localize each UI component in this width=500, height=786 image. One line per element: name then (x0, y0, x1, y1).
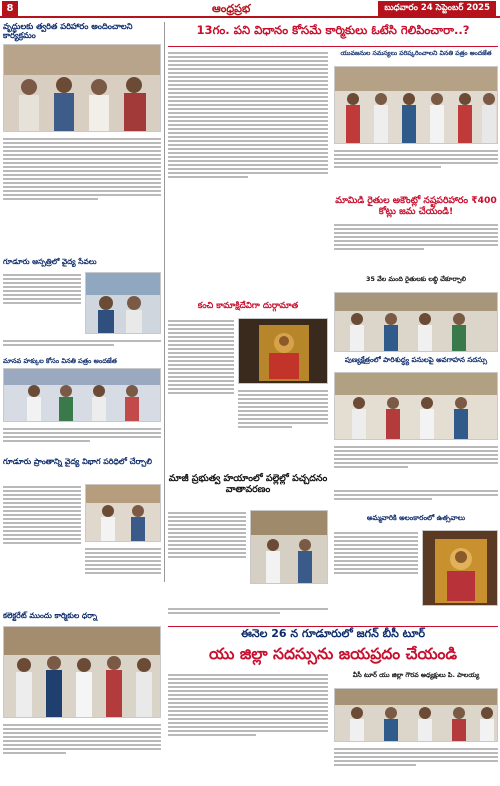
article-headline: యువజనుల సమస్యలు పరిష్కరించాలని వినతి పత్రం అందజేత (340, 50, 492, 57)
article-headline: వృద్ధులకు త్వరిత పరిహారం అందించాలని కార్యక్రమం (3, 21, 133, 41)
article-photo (3, 44, 161, 132)
article-headline: కంచి కామాక్షిదేవిగా దుర్గామాత (197, 301, 299, 311)
article-body (238, 388, 328, 468)
article-photo (334, 292, 498, 352)
article-photo (334, 66, 498, 144)
article-body (168, 318, 234, 468)
lead-headline: యు జిల్లా సదస్సును జయప్రదం చేయండి (209, 645, 457, 663)
article-body (334, 488, 498, 512)
article-body (3, 484, 81, 608)
article-photo (3, 626, 161, 718)
article-photo (422, 530, 498, 606)
article-headline: మామిడి రైతుల అకౌంట్లో నష్టపరిహారం ₹400 కోట్లు జమ చేయండి! (335, 195, 497, 217)
article-headline: గూడూరు ఆస్పత్రిలో వైద్య సేవలు (3, 257, 97, 266)
article-photo (334, 688, 498, 742)
newspaper-title: ఆంధ్రప్రభ (212, 2, 251, 15)
article-photo (250, 510, 328, 584)
article-photo (334, 372, 498, 440)
article-headline: కలెక్టరేట్ ముందు కార్మికుల ధర్నా (3, 611, 98, 620)
article-headline: పుణ్యక్షేత్రంలో పారిశుద్ధ్య పనులపై అవగాహన సదస్సు (344, 356, 488, 364)
article-body (3, 272, 81, 336)
lead-headline: 13గం. పని విధానం కోసమే కార్మికులు ఓటేసి గెలిపించారా..? (196, 23, 470, 37)
issue-date: బుధవారం 24 సెప్టెంబర్ 2025 (378, 1, 496, 16)
article-body (168, 50, 328, 296)
article-body (334, 148, 498, 182)
article-photo (85, 484, 161, 542)
page-number: 8 (2, 1, 18, 16)
article-headline: మానవ హక్కుల కోసం వినతి పత్రం అందజేత (3, 357, 117, 365)
article-body (3, 136, 161, 254)
headline-rule (168, 46, 498, 47)
article-photo (3, 368, 161, 422)
article-body (168, 510, 246, 604)
article-body (85, 546, 161, 608)
article-body (334, 530, 418, 622)
article-body (334, 222, 498, 274)
article-body (168, 606, 328, 622)
article-photo (238, 318, 328, 384)
article-body (334, 444, 498, 484)
left-column (3, 22, 161, 782)
article-photo (85, 272, 161, 334)
article-body (3, 722, 161, 778)
article-body (3, 426, 161, 454)
article-headline: గూడూరు ప్రాంతాన్ని వైద్య విభాగ పరిధిలో చేర్చాలి (3, 457, 152, 466)
article-body (334, 746, 498, 782)
article-body (168, 672, 328, 782)
article-headline: 35 వేల మంది రైతులకు లబ్ధి చేకూర్చాలి (366, 275, 466, 283)
article-body (3, 338, 161, 354)
photo-caption: వీసీ టూర్ యు జిల్లా గౌరవ అధ్యక్షులు పి. పాలయ్య (352, 671, 480, 679)
article-headline: అమ్మవారికి అలంకారంలో ఉత్సవాలు (366, 514, 466, 522)
column-divider (164, 22, 165, 582)
article-headline: ఈనెల 26 న గూడూరులో జగన్ బీసీ టూర్ (240, 627, 426, 640)
article-kicker: మాజీ ప్రభుత్వ హయాంలో పల్లెల్లో పచ్చదనం వాతావరణం (168, 473, 328, 495)
